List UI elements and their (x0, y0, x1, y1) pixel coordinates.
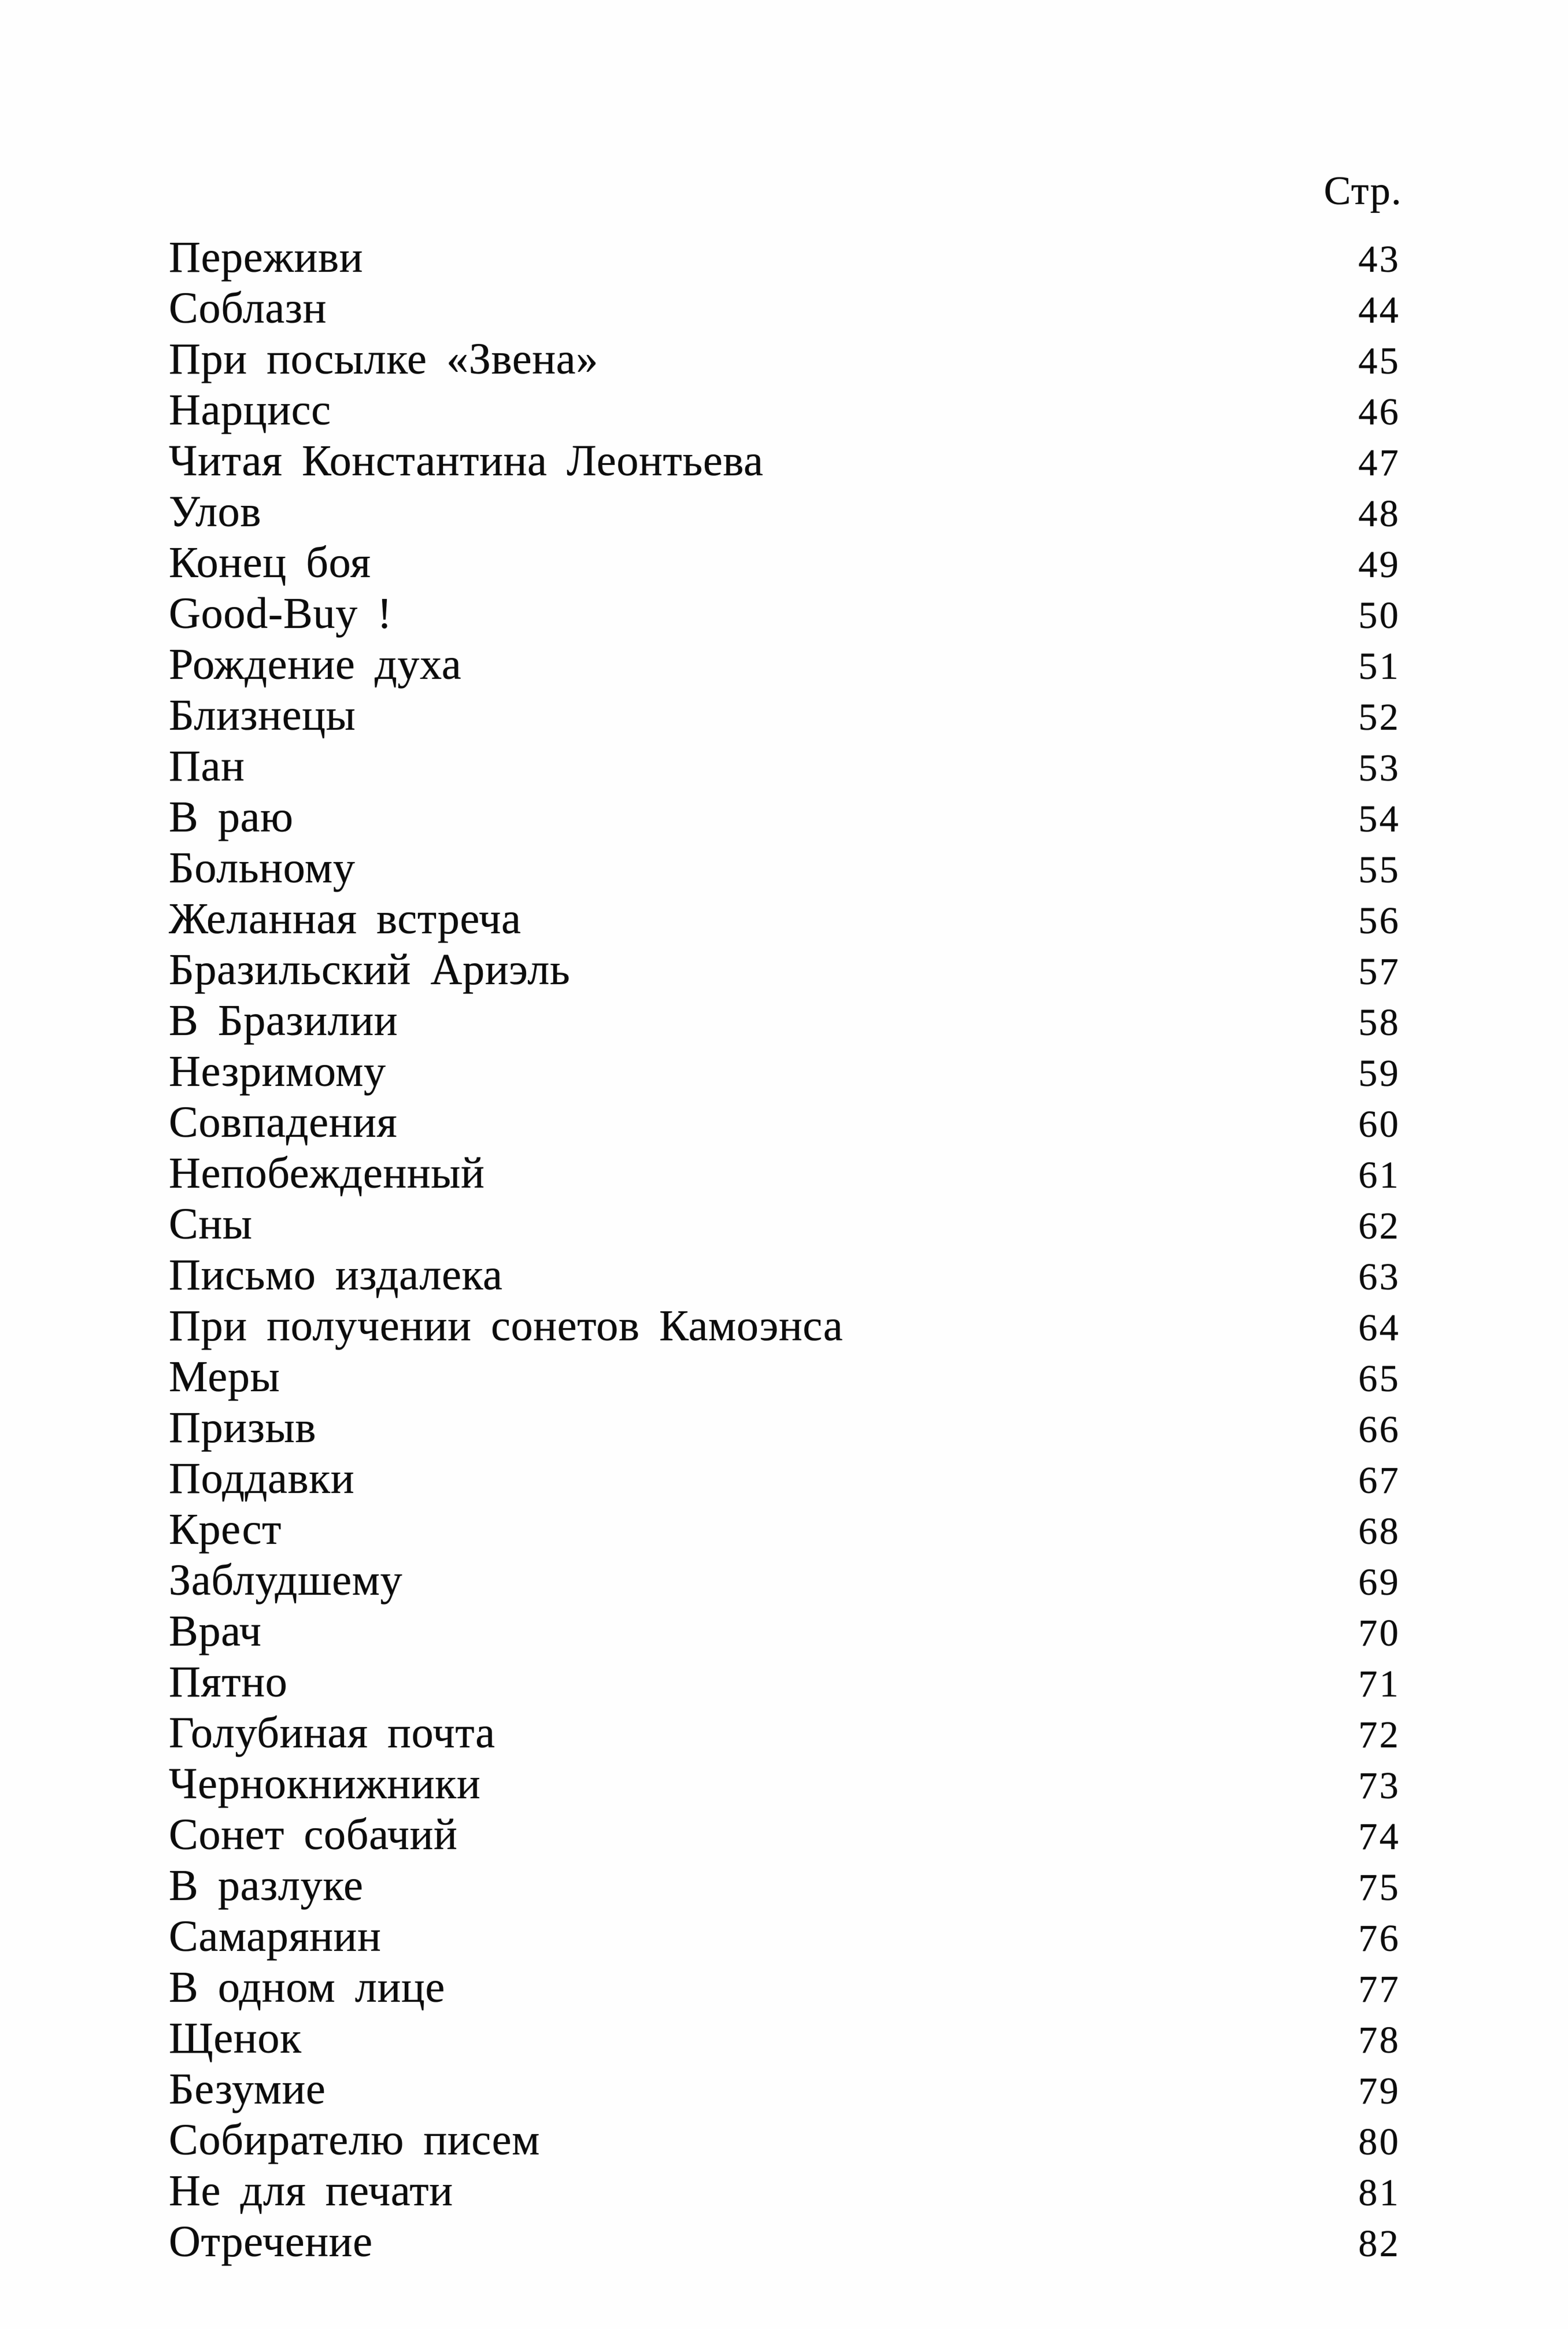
toc-entry-page: 75 (1358, 1866, 1400, 1909)
toc-entry-title: Щенок (169, 2014, 302, 2062)
toc-row (169, 1148, 1400, 1199)
toc-entry-page: 57 (1358, 951, 1400, 993)
toc-entry-page: 52 (1358, 696, 1400, 738)
toc-entry-page: 79 (1358, 2070, 1400, 2112)
toc-row (169, 792, 1400, 842)
toc-row (169, 2165, 1400, 2216)
toc-row (169, 1046, 1400, 1097)
toc-entry-title: Рождение духа (169, 640, 462, 689)
toc-entry-page: 59 (1358, 1052, 1400, 1095)
toc-entry-title: Поддавки (169, 1454, 355, 1503)
toc-entry-page: 60 (1358, 1103, 1400, 1145)
toc-row (169, 2216, 1400, 2267)
toc-entry-page: 46 (1358, 391, 1400, 433)
toc-entry-page: 53 (1358, 747, 1400, 789)
toc-entry-page: 78 (1358, 2019, 1400, 2061)
toc-entry-title: Призыв (169, 1403, 317, 1452)
toc-entry-title: Безумие (169, 2065, 326, 2113)
toc-row (169, 2013, 1400, 2064)
toc-entry-title: Врач (169, 1607, 262, 1655)
toc-row (169, 1758, 1400, 1809)
toc-entry-page: 65 (1358, 1358, 1400, 1400)
toc-entry-page: 61 (1358, 1154, 1400, 1196)
toc-entry-page: 77 (1358, 1968, 1400, 2010)
toc-entry-page: 82 (1358, 2223, 1400, 2265)
toc-row (169, 1504, 1400, 1555)
toc-row (169, 1097, 1400, 1148)
toc-entry-page: 80 (1358, 2121, 1400, 2163)
toc-entry-page: 69 (1358, 1561, 1400, 1603)
toc-entry-title: Близнецы (169, 691, 356, 740)
toc-row (169, 639, 1400, 690)
toc-row (169, 385, 1400, 435)
toc-entry-page: 70 (1358, 1612, 1400, 1654)
toc-entry-page: 64 (1358, 1307, 1400, 1349)
toc-entry-page: 74 (1358, 1816, 1400, 1858)
toc-entry-page: 62 (1358, 1205, 1400, 1247)
toc-entry-page: 51 (1358, 645, 1400, 687)
toc-row (169, 1657, 1400, 1707)
toc-entry-page: 76 (1358, 1917, 1400, 1960)
toc-row (169, 537, 1400, 588)
toc-row (169, 944, 1400, 995)
toc-entry-title: При посылке «Звена» (169, 335, 599, 383)
toc-row (169, 1911, 1400, 1962)
toc-row (169, 588, 1400, 639)
toc-row (169, 1300, 1400, 1351)
toc-row (169, 1351, 1400, 1402)
toc-row (169, 1453, 1400, 1504)
toc-entry-title: Конец боя (169, 538, 371, 587)
toc-row (169, 1707, 1400, 1758)
toc-entry-title: При получении сонетов Камоэнса (169, 1302, 844, 1350)
page-column-header: Стр. (1323, 169, 1402, 213)
toc-entry-title: Нарцисс (169, 386, 331, 434)
toc-entry-page: 47 (1358, 442, 1400, 484)
toc-entry-title: Читая Константина Леонтьева (169, 437, 764, 485)
toc-entry-title: Желанная встреча (169, 894, 522, 943)
toc-row (169, 283, 1400, 334)
toc-entry-page: 72 (1358, 1714, 1400, 1756)
toc-row (169, 741, 1400, 792)
toc-entry-page: 56 (1358, 900, 1400, 942)
toc-entry-page: 44 (1358, 289, 1400, 331)
toc-entry-title: Не для печати (169, 2167, 453, 2215)
toc-entry-title: Переживи (169, 233, 364, 282)
toc-entry-page: 49 (1358, 544, 1400, 586)
toc-row (169, 690, 1400, 741)
toc-entry-title: Совпадения (169, 1098, 398, 1147)
toc-row (169, 232, 1400, 283)
toc-entry-page: 63 (1358, 1256, 1400, 1298)
toc-entry-title: В Бразилии (169, 996, 398, 1045)
toc-row (169, 1199, 1400, 1249)
toc-row (169, 1555, 1400, 1606)
toc-entry-title: В одном лице (169, 1963, 445, 2012)
toc-entry-page: 73 (1358, 1765, 1400, 1807)
toc-entry-title: Пан (169, 742, 245, 790)
toc-row (169, 1249, 1400, 1300)
toc-row (169, 995, 1400, 1046)
toc-entry-page: 45 (1358, 340, 1400, 382)
toc-row (169, 1962, 1400, 2013)
toc-row (169, 2114, 1400, 2165)
toc-row (169, 2064, 1400, 2114)
toc-entry-title: Непобежденный (169, 1149, 485, 1197)
toc-entry-title: Собирателю писем (169, 2116, 541, 2164)
toc-entry-title: Пятно (169, 1658, 288, 1706)
toc-entry-title: В раю (169, 793, 294, 841)
toc-entry-title: Сонет собачий (169, 1810, 458, 1859)
toc-entry-page: 54 (1358, 798, 1400, 840)
toc-entry-title: Меры (169, 1352, 280, 1401)
toc-row (169, 1809, 1400, 1860)
toc-entry-title: Улов (169, 487, 262, 536)
toc-entry-title: Незримому (169, 1047, 386, 1096)
toc-entry-title: Бразильский Ариэль (169, 945, 571, 994)
toc-row (169, 1860, 1400, 1911)
toc-entry-page: 66 (1358, 1409, 1400, 1451)
toc-entry-title: Больному (169, 844, 356, 892)
toc-entry-page: 71 (1358, 1663, 1400, 1705)
table-of-contents (169, 232, 1400, 2267)
toc-entry-page: 81 (1358, 2172, 1400, 2214)
toc-row (169, 486, 1400, 537)
toc-entry-title: Соблазн (169, 284, 327, 332)
toc-entry-page: 58 (1358, 1001, 1400, 1044)
toc-entry-page: 68 (1358, 1510, 1400, 1552)
toc-row (169, 893, 1400, 944)
toc-entry-title: Крест (169, 1505, 282, 1554)
toc-row (169, 334, 1400, 385)
toc-entry-page: 55 (1358, 849, 1400, 891)
toc-entry-title: Чернокнижники (169, 1759, 481, 1808)
toc-entry-title: Письмо издалека (169, 1251, 503, 1299)
toc-entry-title: Сны (169, 1200, 253, 1248)
toc-entry-page: 48 (1358, 493, 1400, 535)
toc-entry-title: Самарянин (169, 1912, 382, 1961)
toc-entry-title: В разлуке (169, 1861, 364, 1910)
toc-entry-title: Good-Buy ! (169, 589, 393, 638)
toc-row (169, 435, 1400, 486)
toc-entry-page: 50 (1358, 594, 1400, 637)
toc-row (169, 842, 1400, 893)
toc-entry-title: Заблудшему (169, 1556, 403, 1605)
toc-entry-page: 67 (1358, 1459, 1400, 1502)
toc-row (169, 1402, 1400, 1453)
toc-entry-page: 43 (1358, 238, 1400, 280)
toc-row (169, 1606, 1400, 1657)
toc-entry-title: Голубиная почта (169, 1709, 495, 1757)
toc-entry-title: Отречение (169, 2217, 373, 2266)
